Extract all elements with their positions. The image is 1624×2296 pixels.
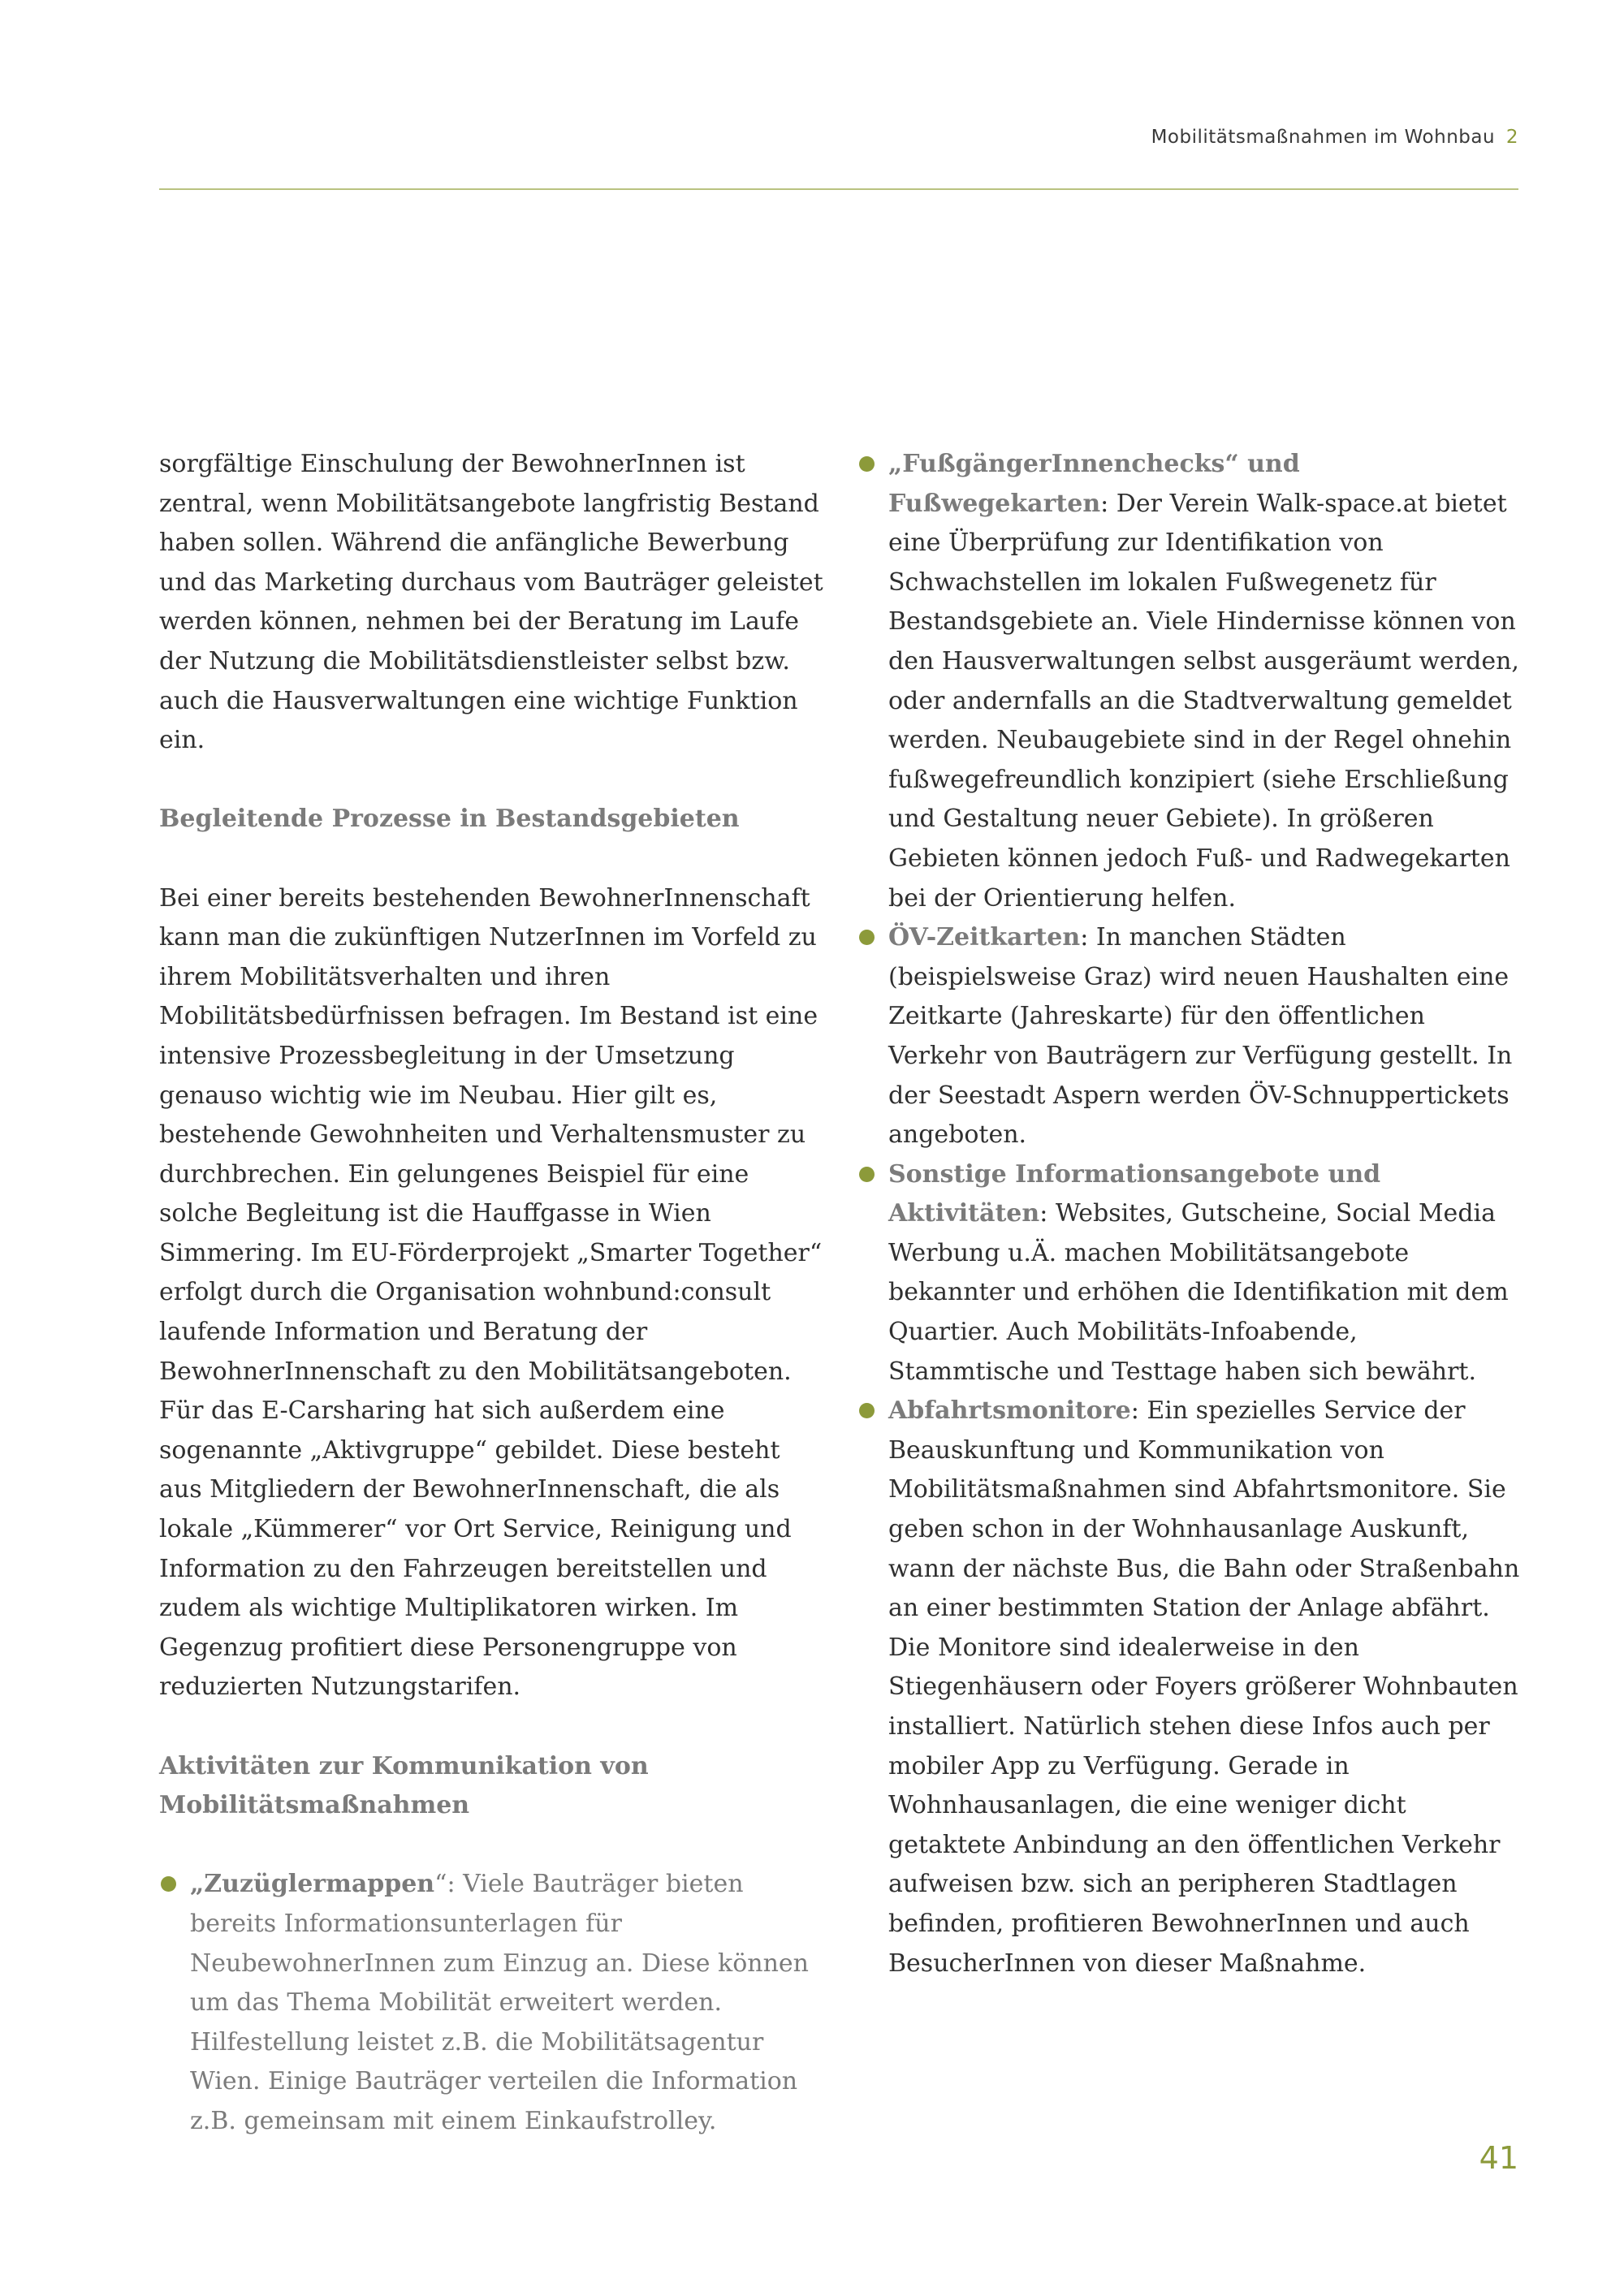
right-column (857, 445, 1523, 1983)
bullet-term: Abfahrtsmonitore (888, 1396, 1131, 1426)
heading-kommunikation (159, 1747, 825, 1826)
bullet-list-right (857, 445, 1523, 1983)
running-header (159, 127, 1518, 148)
bullet-text: : Websites, Gutscheine, Social Media Werbung u.Ä. machen Mobilitätsangebote bekannter und erhöhen die Identifikation mit dem Quartier. Auch Mobilitäts-Infoabende, Stammtische und Testtage haben sich bewährt. (888, 1199, 1509, 1386)
bullet-text: : Ein spezielles Service der Beauskunftung und Kommunikation von Mobilitätsmaßnahmen sind Abfahrtsmonitore. Sie geben schon in der Wohnhausanlage Auskunft, wann der nächste Bus, die Bahn oder Straßenbahn an einer bestimmten Station der Anlage abfährt. Die Monitore sind idealerweise in den Stiegenhäusern oder Foyers größerer Wohnbauten installiert. Natürlich stehen diese Infos auch per mobiler App zu Verfügung. Gerade in Wohnhausanlagen, die eine weniger dicht getaktete Anbindung an den öffentlichen Verkehr aufweisen bzw. sich an peripheren Stadtlagen befinden, profitieren BewohnerInnen und auch BesucherInnen von dieser Maßnahme. (888, 1396, 1520, 1978)
chapter-number: 2 (1505, 127, 1518, 148)
running-header-title: Mobilitätsmaßnahmen im Wohnbau (1151, 127, 1496, 148)
list-item-informationsangebote (857, 1155, 1523, 1392)
intro-paragraph: sorgfältige Einschulung der BewohnerInnen ist zentral, wenn Mobilitätsangebote langfristig Bestand haben sollen. Während die anfängliche Bewerbung und das Marketing durchaus vom Bauträger geleistet werden können, nehmen bei der Beratung im Laufe der Nutzung die Mobilitätsdienstleister selbst bzw. auch die Hausverwaltungen eine wichtige Funktion ein. (159, 450, 823, 755)
left-column (159, 445, 825, 2142)
bullet-list-left (159, 1865, 825, 2141)
list-item-abfahrtsmonitore (857, 1392, 1523, 1983)
bullet-term: „FußgängerInnenchecks“ und Fußwegekarten (888, 450, 1300, 518)
spacer (159, 1707, 825, 1747)
list-item-zuzueglermappen (159, 1865, 825, 2141)
bullet-term: ÖV-Zeitkarten (888, 923, 1081, 952)
bullet-term: Sonstige Informationsangebote und Aktivitäten (888, 1159, 1381, 1228)
heading-kommunikation-line2: Mobilitätsmaßnahmen (159, 1791, 470, 1820)
heading-kommunikation-line1: Aktivitäten zur Kommunikation von (159, 1751, 649, 1780)
bullet-text: : In manchen Städten (beispielsweise Graz) wird neuen Haushalten eine Zeitkarte (Jahreskarte) für den öffentlichen Verkehr von Bauträgern zur Verfügung gestellt. In der Seestadt Aspern werden ÖV-Schnuppertickets angeboten. (888, 923, 1513, 1150)
spacer (159, 839, 825, 879)
page-number: 41 (1479, 2140, 1518, 2176)
list-item-fussgaengerchecks (857, 445, 1523, 918)
heading-bestandsgebiete: Begleitende Prozesse in Bestandsgebieten (159, 805, 740, 834)
spacer (159, 761, 825, 801)
bestand-paragraph: Bei einer bereits bestehenden BewohnerInnenschaft kann man die zukünftigen NutzerInnen im Vorfeld zu ihrem Mobilitätsverhalten und ihren Mobilitätsbedürfnissen befragen. Im Bestand ist eine intensive Prozessbegleitung in der Umsetzung genauso wichtig wie im Neubau. Hier gilt es, bestehende Gewohnheiten und Verhaltensmuster zu durchbrechen. Ein gelungenes Beispiel für eine solche Begleitung ist die Hauffgasse in Wien Simmering. Im EU-Förderprojekt „Smarter Together“ erfolgt durch die Organisation wohnbund:consult laufende Information und Beratung der BewohnerInnenschaft zu den Mobilitätsangeboten. Für das E-Carsharing hat sich außerdem eine sogenannte „Aktivgruppe“ gebildet. Diese besteht aus Mitgliedern der BewohnerInnenschaft, die als lokale „Kümmerer“ vor Ort Service, Reinigung und Information zu den Fahrzeugen bereitstellen und zudem als wichtige Multiplikatoren wirken. Im Gegenzug profitiert diese Personengruppe von reduzierten Nutzungstarifen. (159, 883, 823, 1702)
spacer (159, 1826, 825, 1866)
bullet-text: : Der Verein Walk-space.at bietet eine Überprüfung zur Identifikation von Schwachstellen im lokalen Fußwegenetz für Bestandsgebiete an. Viele Hindernisse können von den Hausverwaltungen selbst ausgeräumt werden, oder andernfalls an die Stadtverwaltung gemeldet werden. Neubaugebiete sind in der Regel ohnehin fußwegefreundlich konzipiert (siehe Erschließung und Gestaltung neuer Gebiete). In größeren Gebieten können jedoch Fuß- und Radwegekarten bei der Orientierung helfen. (888, 489, 1519, 913)
list-item-oev-zeitkarten (857, 918, 1523, 1155)
bullet-term: „Zuzüglermappen (190, 1870, 435, 1899)
bullet-text: “: Viele Bauträger bieten bereits Informationsunterlagen für NeubewohnerInnen zum Einzug an. Diese können um das Thema Mobilität erweitert werden. Hilfestellung leistet z.B. die Mobilitätsagentur Wien. Einige Bauträger verteilen die Information z.B. gemeinsam mit einem Einkaufstrolley. (190, 1870, 809, 2135)
header-rule (159, 188, 1518, 190)
